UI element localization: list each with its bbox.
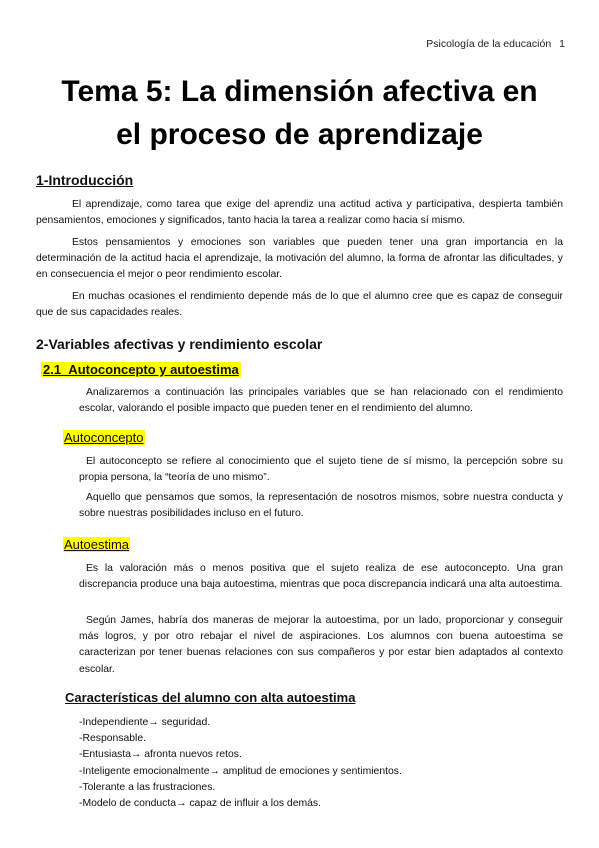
- list-item: -Tolerante a las frustraciones.: [79, 781, 216, 793]
- header-course: Psicología de la educación: [426, 38, 552, 50]
- title-line-2: el proceso de aprendizaje: [116, 118, 483, 151]
- autoestima-paragraph-2: Según James, habría dos maneras de mejorar la autoestima, por un lado, proporcionar y conseguir más logros, y por otro rebajar el nivel de aspiraciones. Los alumnos con buena autoestima se caracterizan por tener buenas relaciones con sus compañeros y por estar bien adaptados al contexto escolar.: [79, 615, 563, 675]
- subsection-2-1-heading: 2.1_Autoconcepto y autoestima: [43, 362, 239, 377]
- page-title: [30, 70, 569, 156]
- section-2-heading: 2-Variables afectivas y rendimiento escolar: [36, 336, 323, 352]
- running-header: [426, 38, 565, 50]
- title-line-1: Tema 5: La dimensión afectiva en: [61, 75, 538, 108]
- intro-paragraph-2: Estos pensamientos y emociones son variables que pueden tener una gran importancia en la determinación de la actitud hacia el aprendizaje, la motivación del alumno, la forma de afrontar las dificultades, y en consecuencia el mejor o peor rendimiento escolar.: [36, 237, 563, 281]
- autoestima-heading: Autoestima: [64, 537, 130, 552]
- autoconcepto-paragraph-2: Aquello que pensamos que somos, la representación de nosotros mismos, sobre nuestra conducta y sobre nuestras posibilidades incluso en el futuro.: [79, 492, 563, 520]
- characteristics-heading: Características del alumno con alta autoestima: [65, 690, 356, 705]
- list-item: -Independiente→ seguridad.: [79, 717, 211, 728]
- autoestima-paragraph-1: Es la valoración más o menos positiva que el sujeto realiza de ese autoconcepto. Una gran discrepancia produce una baja autoestima, mientras que poca discrepancia indicará una alta autoestima.: [79, 563, 563, 591]
- list-item: -Responsable.: [79, 733, 147, 745]
- subsection-2-1-paragraph: Analizaremos a continuación las principales variables que se han relacionado con el rendimiento escolar, valorando el posible impacto que pueden tener en el rendimiento del alumno.: [79, 387, 563, 415]
- autoconcepto-paragraph-1: El autoconcepto se refiere al conocimiento que el sujeto tiene de sí mismo, la percepción sobre su propia persona, la “teoría de uno mismo”.: [79, 456, 563, 484]
- list-item: -Modelo de conducta→ capaz de influir a los demás.: [79, 798, 322, 810]
- intro-paragraph-1: El aprendizaje, como tarea que exige del aprendiz una actitud activa y participativa, despierta también pensamientos, emociones y significados, tanto hacia la tarea a realizar como hacia sí mismo.: [36, 199, 563, 227]
- autoconcepto-heading: Autoconcepto: [64, 430, 144, 445]
- page-number: 1: [559, 38, 565, 50]
- list-item: -Entusiasta→ afronta nuevos retos.: [79, 749, 242, 761]
- list-item: -Inteligente emocionalmente→ amplitud de emociones y sentimientos.: [79, 765, 402, 777]
- intro-paragraph-3: En muchas ocasiones el rendimiento depende más de lo que el alumno cree que es capaz de conseguir que de sus capacidades reales.: [36, 291, 563, 319]
- section-1-heading: 1-Introducción: [36, 172, 134, 188]
- characteristics-list: [79, 715, 402, 812]
